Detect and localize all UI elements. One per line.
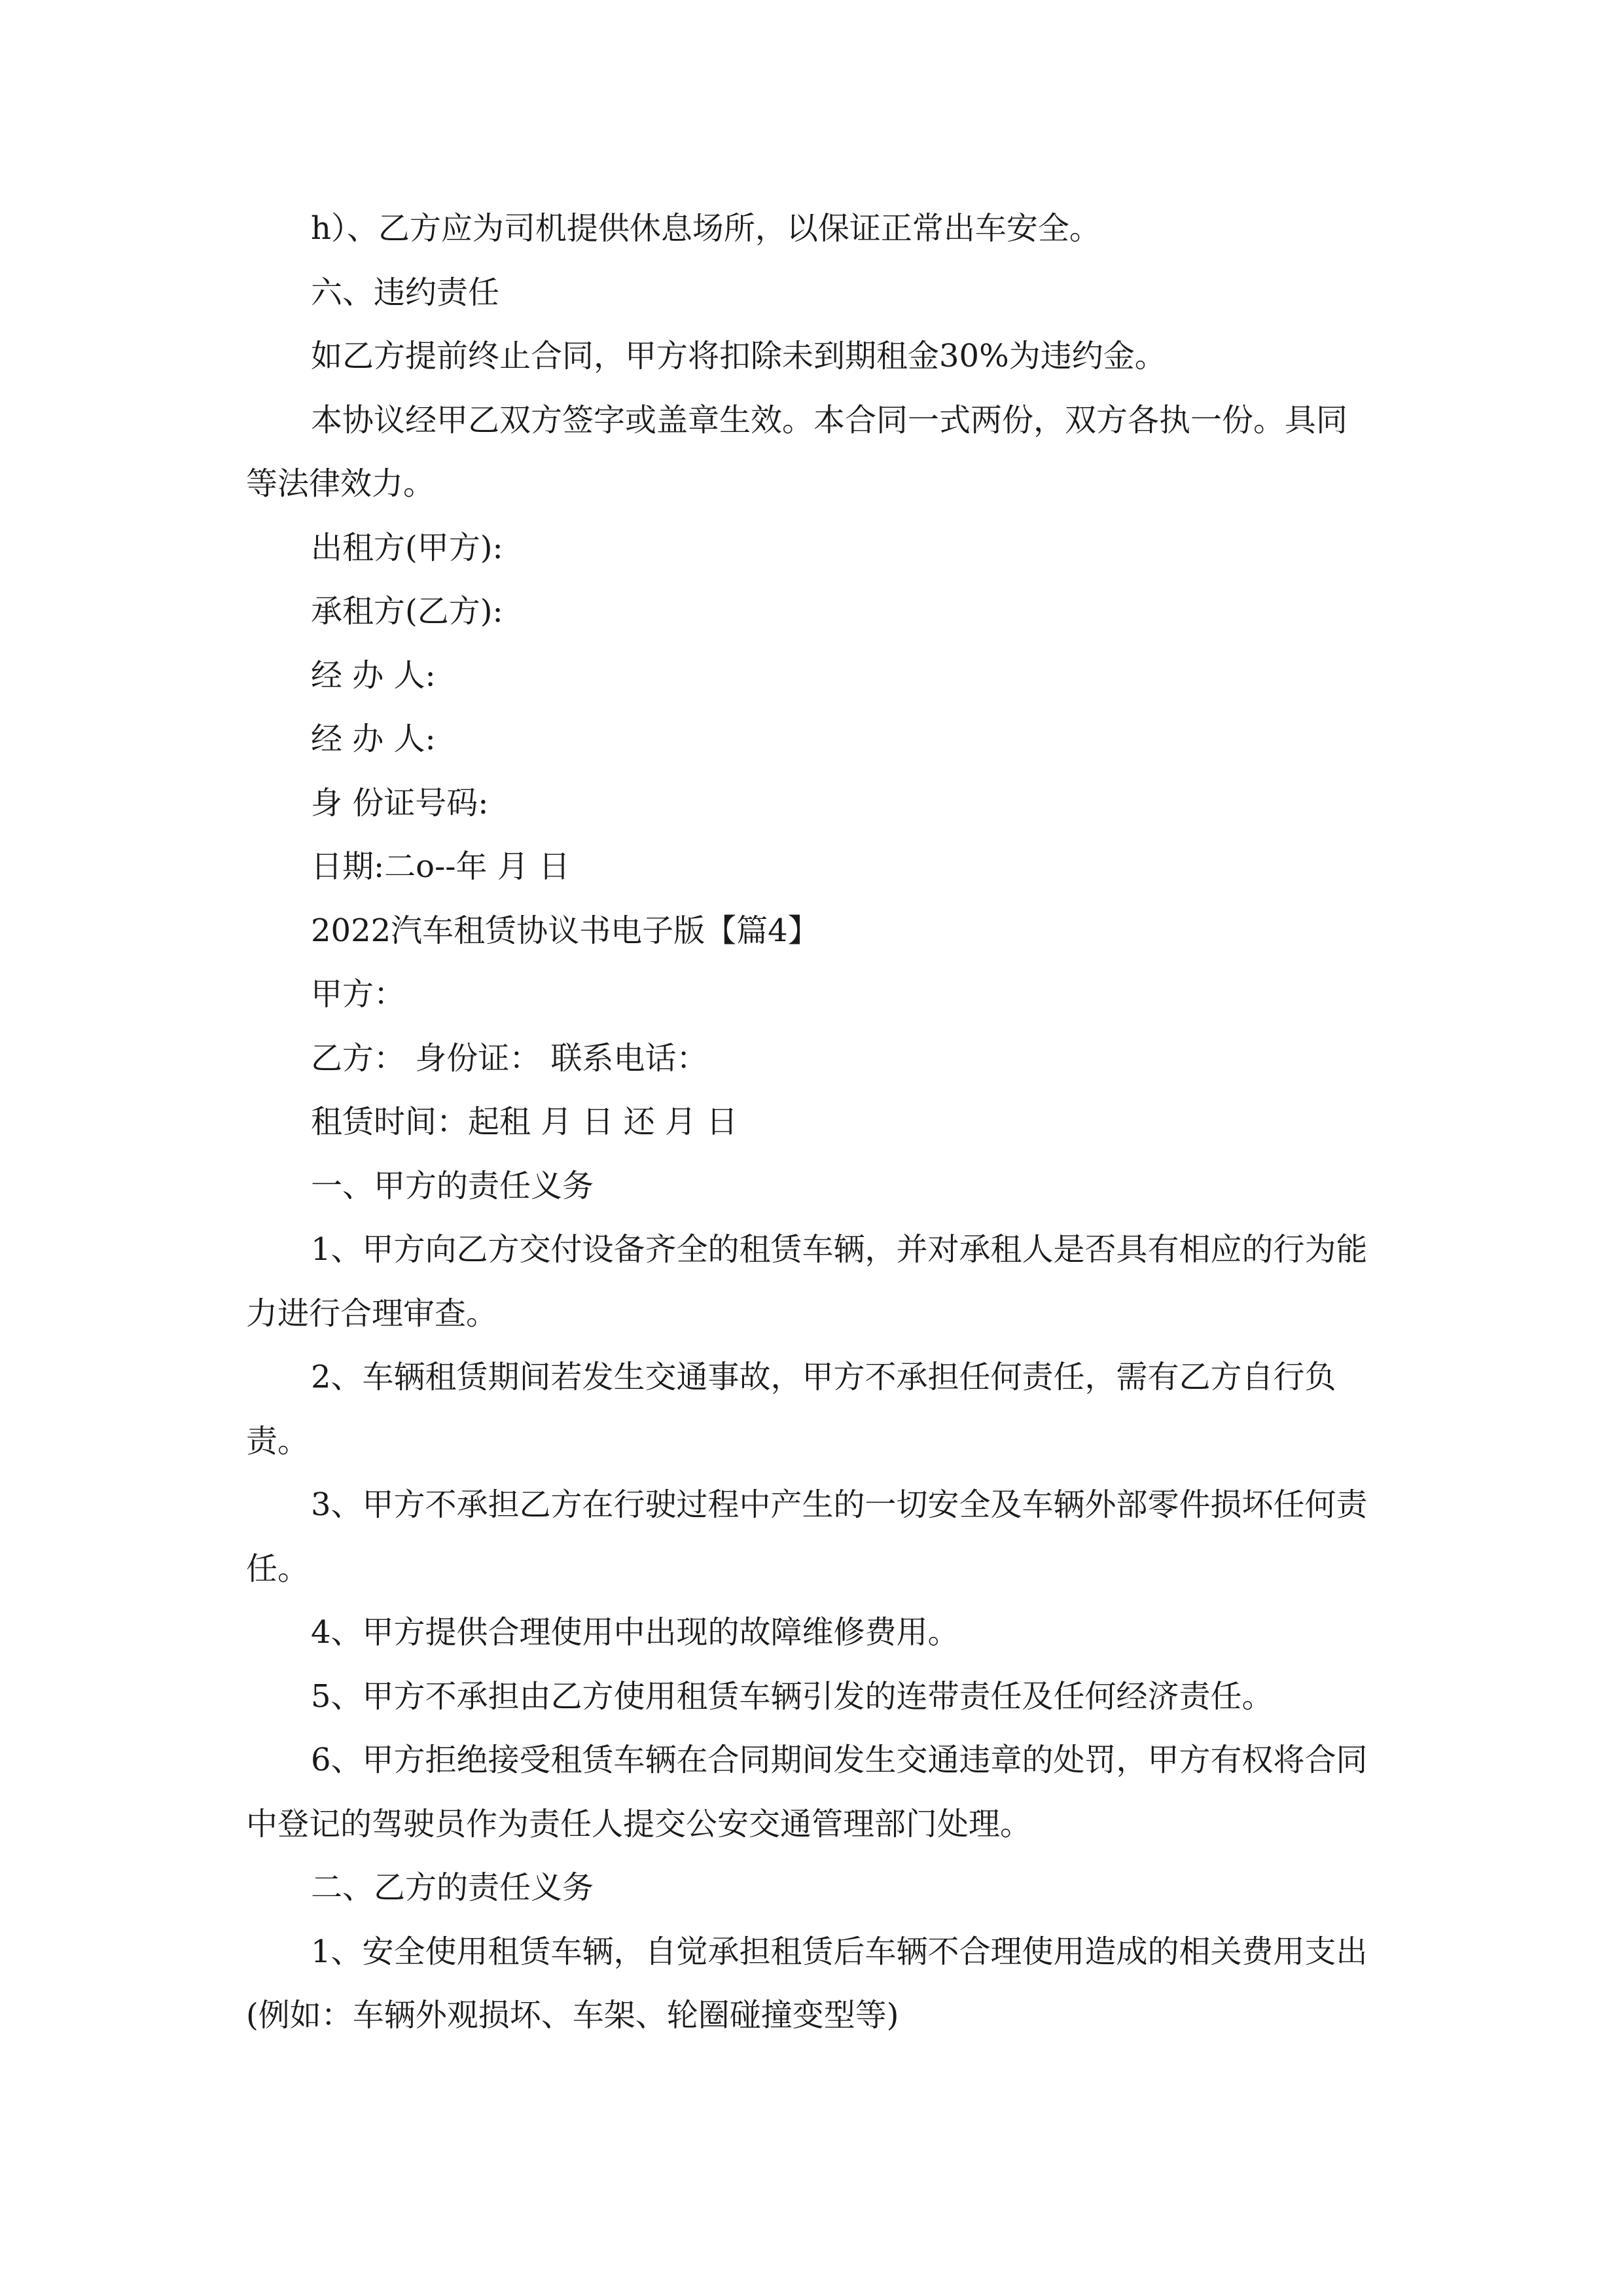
rental-period-line: 租赁时间：起租 月 日 还 月 日 bbox=[311, 1103, 738, 1140]
party-a-duty-4: 4、甲方提供合理使用中出现的故障维修费用。 bbox=[311, 1614, 959, 1651]
party-a-duty-2: 2、车辆租赁期间若发生交通事故，甲方不承担任何责任，需有乙方自行负责。 bbox=[246, 1359, 1336, 1460]
party-b-line: 乙方： 身份证： 联系电话： bbox=[311, 1039, 708, 1077]
paragraph-effectiveness: 本协议经甲乙双方签字或盖章生效。本合同一式两份，双方各执一份。具同等法律效力。 bbox=[246, 401, 1348, 502]
signature-lessor: 出租方(甲方): bbox=[311, 529, 503, 566]
party-a-duty-6: 6、甲方拒绝接受租赁车辆在合同期间发生交通违章的处罚，甲方有权将合同中登记的驾驶员作为责任人提交公安交通管理部门处理。 bbox=[246, 1742, 1368, 1842]
paragraph-early-termination: 如乙方提前终止合同，甲方将扣除未到期租金30%为违约金。 bbox=[311, 338, 1166, 374]
signature-date: 日期:二o--年 月 日 bbox=[311, 848, 571, 885]
party-b-duty-1: 1、安全使用租赁车辆，自觉承担租赁后车辆不合理使用造成的相关费用支出(例如：车辆外观损坏、车架、轮圈碰撞变型等) bbox=[246, 1933, 1368, 2034]
party-a-duty-3: 3、甲方不承担乙方在行驶过程中产生的一切安全及车辆外部零件损坏任何责任。 bbox=[246, 1486, 1368, 1587]
paragraph-driver-rest: h）、乙方应为司机提供休息场所，以保证正常出车安全。 bbox=[311, 210, 1101, 247]
party-a-duty-1: 1、甲方向乙方交付设备齐全的租赁车辆，并对承租人是否具有相应的行为能力进行合理审查。 bbox=[246, 1231, 1368, 1332]
document-body bbox=[246, 197, 1377, 2048]
signature-handler-2: 经 办 人: bbox=[311, 721, 436, 757]
section-title-part-4: 2022汽车租赁协议书电子版【篇4】 bbox=[311, 912, 819, 949]
heading-party-b-duties: 二、乙方的责任义务 bbox=[311, 1869, 594, 1906]
signature-id-number: 身 份证号码: bbox=[311, 784, 489, 821]
party-a-line: 甲方： bbox=[311, 976, 406, 1013]
heading-party-a-duties: 一、甲方的责任义务 bbox=[311, 1167, 594, 1204]
heading-breach-liability: 六、违约责任 bbox=[311, 274, 500, 311]
signature-handler-1: 经 办 人: bbox=[311, 656, 436, 694]
signature-lessee: 承租方(乙方): bbox=[311, 593, 503, 630]
party-a-duty-5: 5、甲方不承担由乙方使用租赁车辆引发的连带责任及任何经济责任。 bbox=[311, 1677, 1274, 1715]
